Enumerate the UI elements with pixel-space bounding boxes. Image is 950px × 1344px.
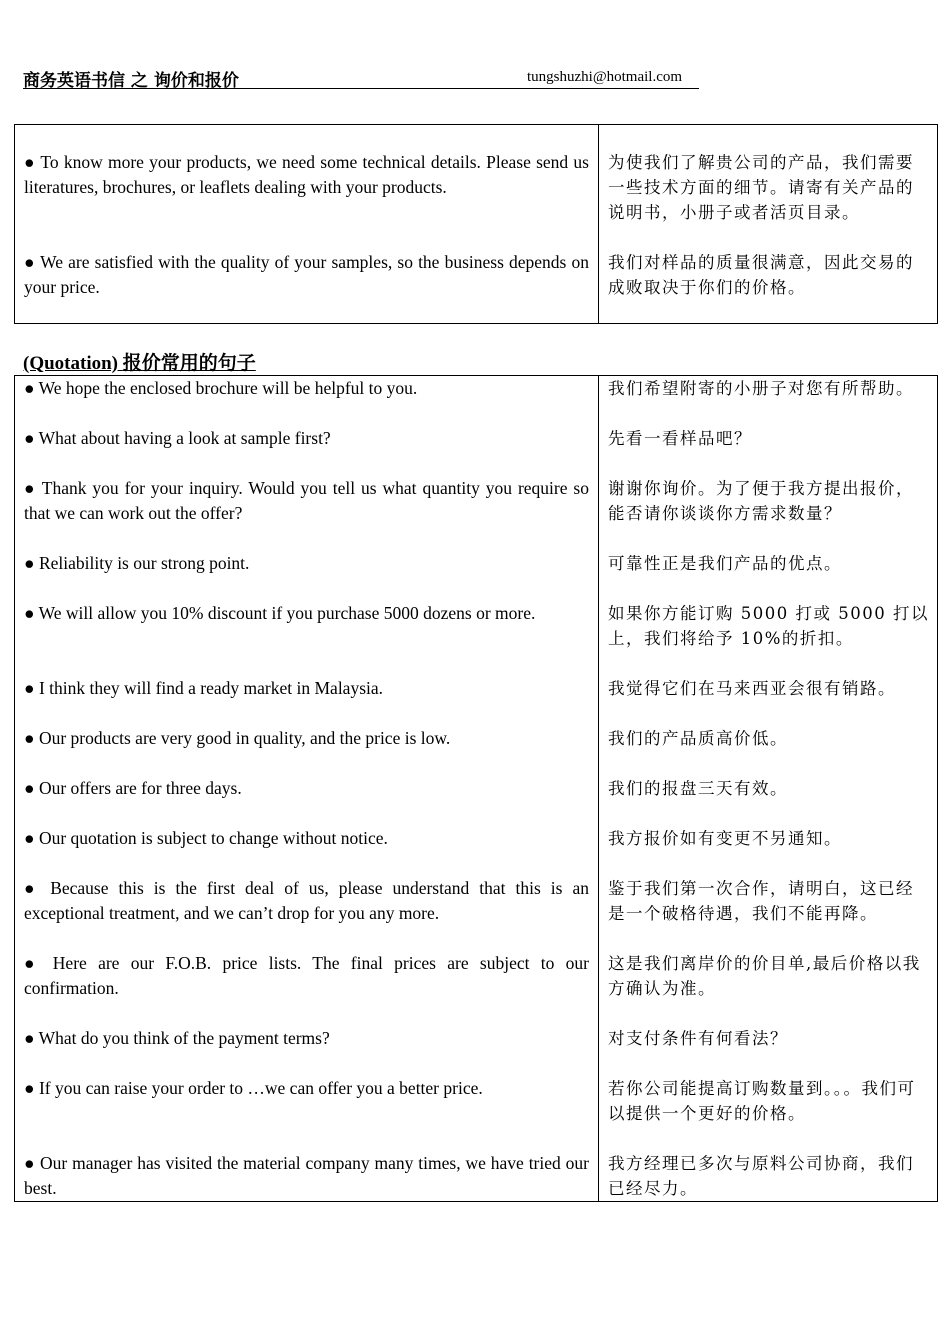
chinese-translation: 如果你方能订购 5000 打或 5000 打以上，我们将给予 10%的折扣。 [608, 604, 929, 648]
english-phrase: ● Our offers are for three days. [24, 778, 242, 798]
chinese-translation: 我们的报盘三天有效。 [608, 779, 788, 798]
author-email: tungshuzhi@hotmail.com [527, 69, 683, 85]
chinese-translation: 我方报价如有变更不另通知。 [608, 829, 842, 848]
chinese-translation: 谢谢你询价。为了便于我方提出报价，能否请你谈谈你方需求数量？ [608, 479, 914, 523]
chinese-translation: 我们的产品质高价低。 [608, 729, 788, 748]
chinese-translation: 我觉得它们在马来西亚会很有销路。 [608, 679, 896, 698]
chinese-column [599, 125, 938, 324]
section-heading [23, 348, 256, 375]
english-phrase: ● Our manager has visited the material company many times, we have tried our best. [24, 1153, 589, 1198]
english-phrase: ● To know more your products, we need some technical details. Please send us literatures, brochures, or leaflets dealing with your products. [24, 152, 589, 197]
table-row [15, 125, 938, 324]
english-phrase: ● Because this is the first deal of us, please understand that this is an exceptional treatment, and we can’t drop for you any more. [24, 878, 589, 923]
table-row [15, 376, 938, 1202]
english-phrase: ● Thank you for your inquiry. Would you tell us what quantity you require so that we can work out the offer? [24, 478, 589, 523]
chinese-translation: 对支付条件有何看法？ [608, 1029, 788, 1048]
english-phrase: ● What do you think of the payment terms? [24, 1028, 330, 1048]
section-heading-en: (Quotation) [23, 353, 118, 374]
chinese-translation: 这是我们离岸价的价目单,最后价格以我方确认为准。 [608, 954, 921, 998]
chinese-translation: 我们对样品的质量很满意，因此交易的成败取决于你们的价格。 [608, 253, 914, 297]
english-column [15, 376, 599, 1202]
chinese-column [599, 376, 938, 1202]
page-header [23, 66, 699, 89]
english-column [15, 125, 599, 324]
section-heading-zh: 报价常用的句子 [122, 352, 256, 374]
english-phrase: ● Our products are very good in quality, and the price is low. [24, 728, 451, 748]
quotation-phrases-table [14, 375, 938, 1202]
chinese-translation: 可靠性正是我们产品的优点。 [608, 554, 842, 573]
english-phrase: ● Reliability is our strong point. [24, 553, 250, 573]
english-phrase: ● Here are our F.O.B. price lists. The final prices are subject to our confirmation. [24, 953, 589, 998]
chinese-translation: 先看一看样品吧？ [608, 429, 752, 448]
chinese-translation: 我方经理已多次与原料公司协商，我们已经尽力。 [608, 1154, 914, 1198]
chinese-translation: 鉴于我们第一次合作，请明白，这已经是一个破格待遇，我们不能再降。 [608, 879, 914, 923]
english-phrase: ● We will allow you 10% discount if you purchase 5000 dozens or more. [24, 603, 536, 623]
inquiry-phrases-table [14, 124, 938, 324]
english-phrase: ● What about having a look at sample first? [24, 428, 331, 448]
english-phrase: ● We hope the enclosed brochure will be helpful to you. [24, 378, 418, 398]
chinese-translation: 若你公司能提高订购数量到。。。我们可以提供一个更好的价格。 [608, 1079, 916, 1123]
english-phrase: ● I think they will find a ready market in Malaysia. [24, 678, 384, 698]
chinese-translation: 我们希望附寄的小册子对您有所帮助。 [608, 379, 914, 398]
english-phrase: ● If you can raise your order to …we can offer you a better price. [24, 1078, 483, 1098]
english-phrase: ● We are satisfied with the quality of your samples, so the business depends on your price. [24, 252, 589, 297]
chinese-translation: 为使我们了解贵公司的产品，我们需要一些技术方面的细节。请寄有关产品的说明书，小册子或者活页目录。 [608, 153, 914, 222]
english-phrase: ● Our quotation is subject to change without notice. [24, 828, 388, 848]
document-title: 商务英语书信 之 询价和报价 [23, 71, 239, 91]
